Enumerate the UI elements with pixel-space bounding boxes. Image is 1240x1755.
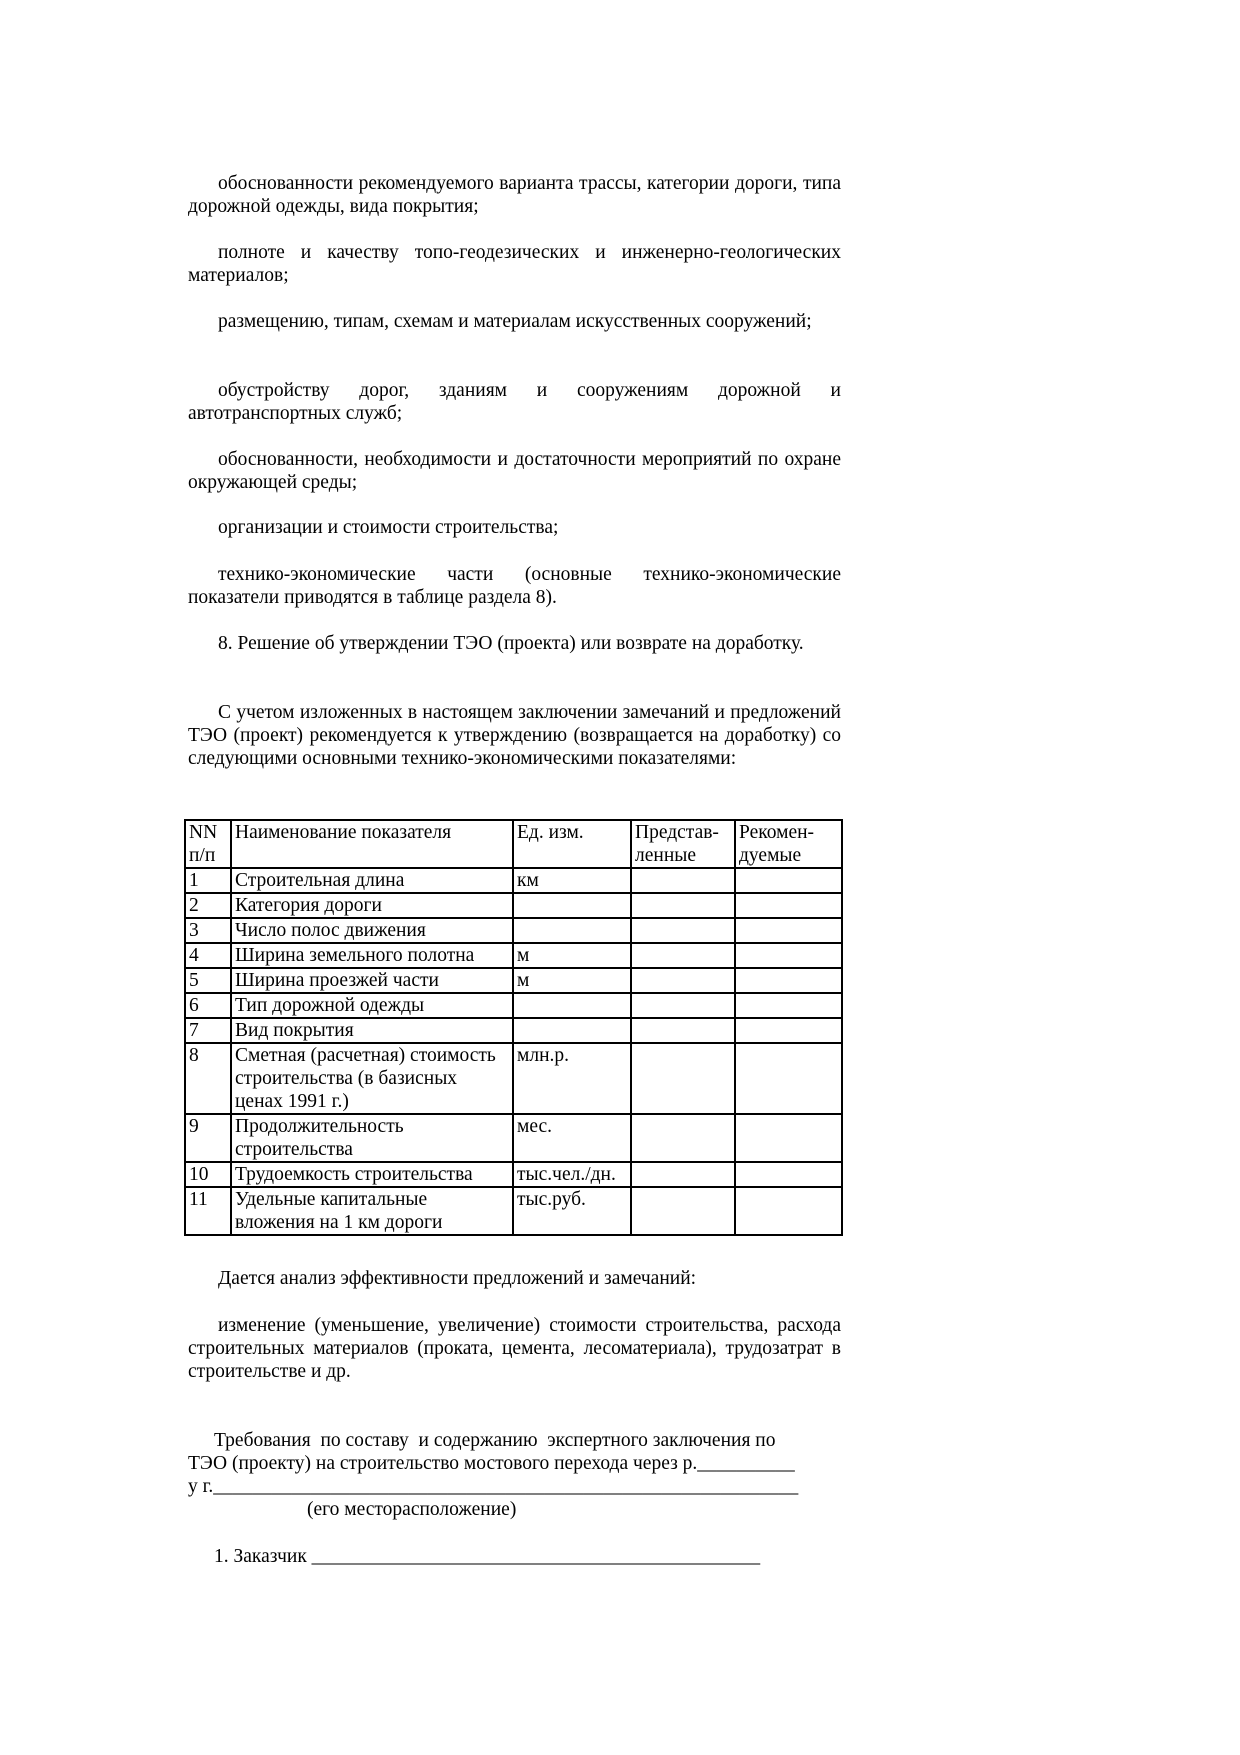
row-recommended (735, 918, 842, 943)
row-number: 10 (185, 1162, 231, 1187)
paragraph-decision-heading: 8. Решение об утверждении ТЭО (проекта) или возврате на доработку. (218, 633, 804, 654)
row-number: 1 (185, 868, 231, 893)
row-unit (513, 918, 631, 943)
row-indicator: Удельные капитальные вложения на 1 км дороги (231, 1187, 513, 1235)
table-row (185, 993, 842, 1018)
paragraph-survey-materials: полноте и качеству топо-геодезических и инженерно-геологических материалов; (188, 242, 841, 286)
paragraph-environment: обоснованности, необходимости и достаточности мероприятий по охране окружающей среды; (188, 449, 841, 493)
row-recommended (735, 1018, 842, 1043)
row-unit: мес. (513, 1114, 631, 1162)
row-recommended (735, 1187, 842, 1235)
paragraph-artificial-structures: размещению, типам, схемам и материалам искусственных сооружений; (218, 311, 812, 332)
row-number: 9 (185, 1114, 231, 1162)
customer-line: 1. Заказчик ______________________________________________ (214, 1546, 761, 1567)
row-unit: тыс.руб. (513, 1187, 631, 1235)
row-indicator: Ширина проезжей части (231, 968, 513, 993)
table-row (185, 1162, 842, 1187)
paragraph-recommendation: С учетом изложенных в настоящем заключении замечаний и предложений ТЭО (проект) рекомендуется к утверждению (возвращается на доработку) со следующими основными технико-экономическими показателями: (188, 702, 841, 769)
row-recommended (735, 868, 842, 893)
row-number: 6 (185, 993, 231, 1018)
header-indicator-name: Наименование показателя (231, 820, 513, 868)
table-row (185, 1018, 842, 1043)
table-row (185, 943, 842, 968)
row-unit (513, 893, 631, 918)
row-indicator: Вид покрытия (231, 1018, 513, 1043)
row-indicator: Число полос движения (231, 918, 513, 943)
row-indicator: Категория дороги (231, 893, 513, 918)
table-row (185, 868, 842, 893)
row-unit: м (513, 968, 631, 993)
requirements-title-line3: у г.____________________________________________________________ (188, 1476, 799, 1497)
table-header-row (185, 820, 842, 868)
row-recommended (735, 943, 842, 968)
header-number: NN п/п (185, 820, 231, 868)
row-unit (513, 1018, 631, 1043)
paragraph-organization-cost: организации и стоимости строительства; (218, 517, 559, 538)
paragraph-cost-change: изменение (уменьшение, увеличение) стоимости строительства, расхода строительных материалов (проката, цемента, лесоматериала), трудозатрат в строительстве и др. (188, 1315, 841, 1382)
table-row (185, 893, 842, 918)
header-unit: Ед. изм. (513, 820, 631, 868)
row-number: 3 (185, 918, 231, 943)
row-unit: тыс.чел./дн. (513, 1162, 631, 1187)
row-number: 11 (185, 1187, 231, 1235)
table-row (185, 1114, 842, 1162)
row-presented (631, 1043, 735, 1114)
row-unit: млн.р. (513, 1043, 631, 1114)
row-presented (631, 893, 735, 918)
row-number: 2 (185, 893, 231, 918)
row-recommended (735, 968, 842, 993)
row-presented (631, 868, 735, 893)
paragraph-economic-parts: технико-экономические части (основные технико-экономические показатели приводятся в таблице раздела 8). (188, 564, 841, 608)
row-presented (631, 943, 735, 968)
paragraph-route-justification: обоснованности рекомендуемого варианта трассы, категории дороги, типа дорожной одежды, вида покрытия; (188, 173, 841, 217)
row-number: 5 (185, 968, 231, 993)
row-number: 7 (185, 1018, 231, 1043)
row-presented (631, 968, 735, 993)
row-unit (513, 993, 631, 1018)
row-indicator: Продолжительность строительства (231, 1114, 513, 1162)
row-recommended (735, 1043, 842, 1114)
indicators-table (184, 819, 843, 1236)
row-number: 4 (185, 943, 231, 968)
table-row (185, 918, 842, 943)
requirements-title-line2: ТЭО (проекту) на строительство мостового перехода через р.__________ (188, 1453, 795, 1474)
row-presented (631, 1187, 735, 1235)
table-row (185, 1187, 842, 1235)
location-caption: (его месторасположение) (307, 1499, 517, 1520)
header-recommended: Рекомен- дуемые (735, 820, 842, 868)
row-indicator: Ширина земельного полотна (231, 943, 513, 968)
row-presented (631, 1162, 735, 1187)
row-number: 8 (185, 1043, 231, 1114)
table-row (185, 968, 842, 993)
row-indicator: Тип дорожной одежды (231, 993, 513, 1018)
row-presented (631, 993, 735, 1018)
row-presented (631, 1114, 735, 1162)
row-recommended (735, 1114, 842, 1162)
row-presented (631, 918, 735, 943)
row-recommended (735, 993, 842, 1018)
requirements-title-line1: Требования по составу и содержанию экспертного заключения по (214, 1430, 776, 1451)
paragraph-efficiency-analysis: Дается анализ эффективности предложений и замечаний: (218, 1268, 697, 1289)
row-unit: км (513, 868, 631, 893)
paragraph-road-facilities: обустройству дорог, зданиям и сооружениям дорожной и автотранспортных служб; (188, 380, 841, 424)
header-presented: Представ- ленные (631, 820, 735, 868)
row-recommended (735, 1162, 842, 1187)
table-row (185, 1043, 842, 1114)
row-indicator: Строительная длина (231, 868, 513, 893)
row-recommended (735, 893, 842, 918)
row-indicator: Трудоемкость строительства (231, 1162, 513, 1187)
row-unit: м (513, 943, 631, 968)
row-indicator: Сметная (расчетная) стоимость строительства (в базисных ценах 1991 г.) (231, 1043, 513, 1114)
row-presented (631, 1018, 735, 1043)
